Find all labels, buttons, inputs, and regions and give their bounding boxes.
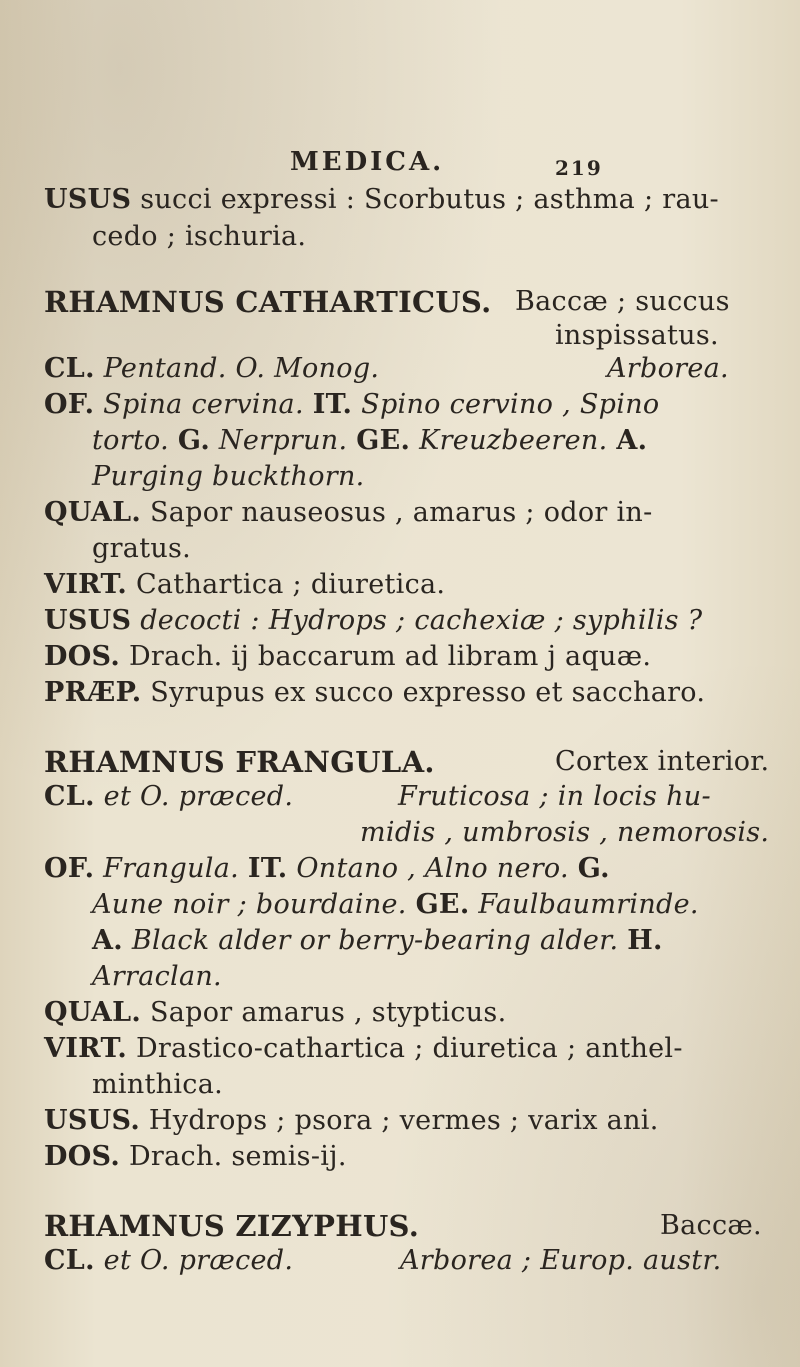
dose-line [44, 641, 651, 673]
of-label: OF. [44, 853, 95, 884]
of-label: OF. [44, 389, 95, 420]
virt-text: Cathartica ; diuretica. [135, 569, 446, 600]
a-label: A. [92, 925, 123, 956]
cl-text: et O. præced. [103, 1245, 294, 1276]
virtue-line-2: minthica. [92, 1069, 224, 1100]
usus-continuation-line-2: cedo ; ischuria. [92, 221, 307, 252]
a-label: A. [616, 425, 648, 456]
habit-text: Arborea ; Europ. austr. [400, 1245, 722, 1276]
entry-heading-catharticus: RHAMNUS CATHARTICUS. [44, 285, 492, 319]
usage-line [44, 1105, 659, 1137]
it-text: Spino cervino , Spino [361, 389, 660, 420]
cl-label: CL. [44, 353, 95, 384]
entry-part-zizyphus: Baccæ. [660, 1210, 762, 1241]
qual-label: QUAL. [44, 997, 142, 1028]
usus-continuation-line [44, 184, 719, 216]
habit-text: Arborea. [607, 353, 729, 384]
it-text: Ontano , Alno nero. [296, 853, 569, 884]
officinal-names-line [44, 853, 610, 885]
cl-label: CL. [44, 1245, 95, 1276]
qual-label: QUAL. [44, 497, 142, 528]
of-continuation: torto. [92, 425, 170, 456]
it-label: IT. [247, 853, 288, 884]
habit-text: Fruticosa ; in locis hu- [398, 781, 711, 812]
vernacular-names-line [92, 889, 699, 921]
running-header-title: MEDICA. [290, 147, 445, 177]
usus-text: decocti : Hydrops ; cachexiæ ; syphilis ? [140, 605, 703, 636]
dose-line [44, 1141, 347, 1173]
h-label: H. [627, 925, 663, 956]
g-text: Nerprun. [218, 425, 348, 456]
dos-label: DOS. [44, 641, 121, 672]
english-name: Purging buckthorn. [92, 461, 365, 492]
quality-line-2: gratus. [92, 533, 192, 564]
qual-text: Sapor amarus , stypticus. [149, 997, 507, 1028]
of-text: Spina cervina. [103, 389, 304, 420]
virt-label: VIRT. [44, 569, 128, 600]
usus-text: succi expressi : Scorbutus ; asthma ; rau- [140, 184, 719, 215]
ge-text: Faulbaumrinde. [478, 889, 699, 920]
cl-text: Pentand. O. Monog. [103, 353, 380, 384]
english-names-line [92, 925, 663, 957]
usus-text: Hydrops ; psora ; vermes ; varix ani. [148, 1105, 659, 1136]
g-label: G. [177, 425, 211, 456]
officinal-names-line [44, 389, 659, 421]
dos-text: Drach. ij baccarum ad libram j aquæ. [128, 641, 652, 672]
quality-line [44, 997, 506, 1029]
quality-line [44, 497, 653, 529]
entry-heading-zizyphus: RHAMNUS ZIZYPHUS. [44, 1209, 420, 1243]
classification-line [44, 781, 293, 813]
preparation-line [44, 677, 705, 709]
usus-label: USUS [44, 184, 132, 215]
virt-label: VIRT. [44, 1033, 128, 1064]
dos-label: DOS. [44, 1141, 121, 1172]
entry-part-catharticus: Baccæ ; succus [515, 286, 730, 317]
it-label: IT. [312, 389, 353, 420]
entry-part-frangula: Cortex interior. [555, 746, 770, 777]
usage-line [44, 605, 702, 637]
ge-label: GE. [415, 889, 470, 920]
dos-text: Drach. semis-ij. [128, 1141, 347, 1172]
cl-label: CL. [44, 781, 95, 812]
vernacular-names-line [92, 425, 647, 457]
cl-text: et O. præced. [103, 781, 294, 812]
entry-heading-frangula: RHAMNUS FRANGULA. [44, 745, 435, 779]
entry-part-2-catharticus: inspissatus. [555, 320, 719, 351]
spanish-name: Arraclan. [92, 961, 222, 992]
virt-text: Drastico-cathartica ; diuretica ; anthel- [135, 1033, 683, 1064]
ge-label: GE. [356, 425, 411, 456]
praep-text: Syrupus ex succo expresso et saccharo. [150, 677, 706, 708]
usus-label: USUS [44, 605, 132, 636]
virtue-line [44, 1033, 683, 1065]
classification-line [44, 353, 379, 385]
page-number: 219 [555, 156, 603, 180]
a-text: Black alder or berry-bearing alder. [131, 925, 619, 956]
praep-label: PRÆP. [44, 677, 142, 708]
virtue-line [44, 569, 445, 601]
g-label: G. [577, 853, 610, 884]
classification-line [44, 1245, 293, 1277]
usus-label: USUS. [44, 1105, 141, 1136]
of-text: Frangula. [103, 853, 239, 884]
french-name: Aune noir ; bourdaine. [92, 889, 407, 920]
habit-text-2: midis , umbrosis , nemorosis. [360, 817, 770, 848]
ge-text: Kreuzbeeren. [419, 425, 608, 456]
qual-text: Sapor nauseosus , amarus ; odor in- [149, 497, 653, 528]
